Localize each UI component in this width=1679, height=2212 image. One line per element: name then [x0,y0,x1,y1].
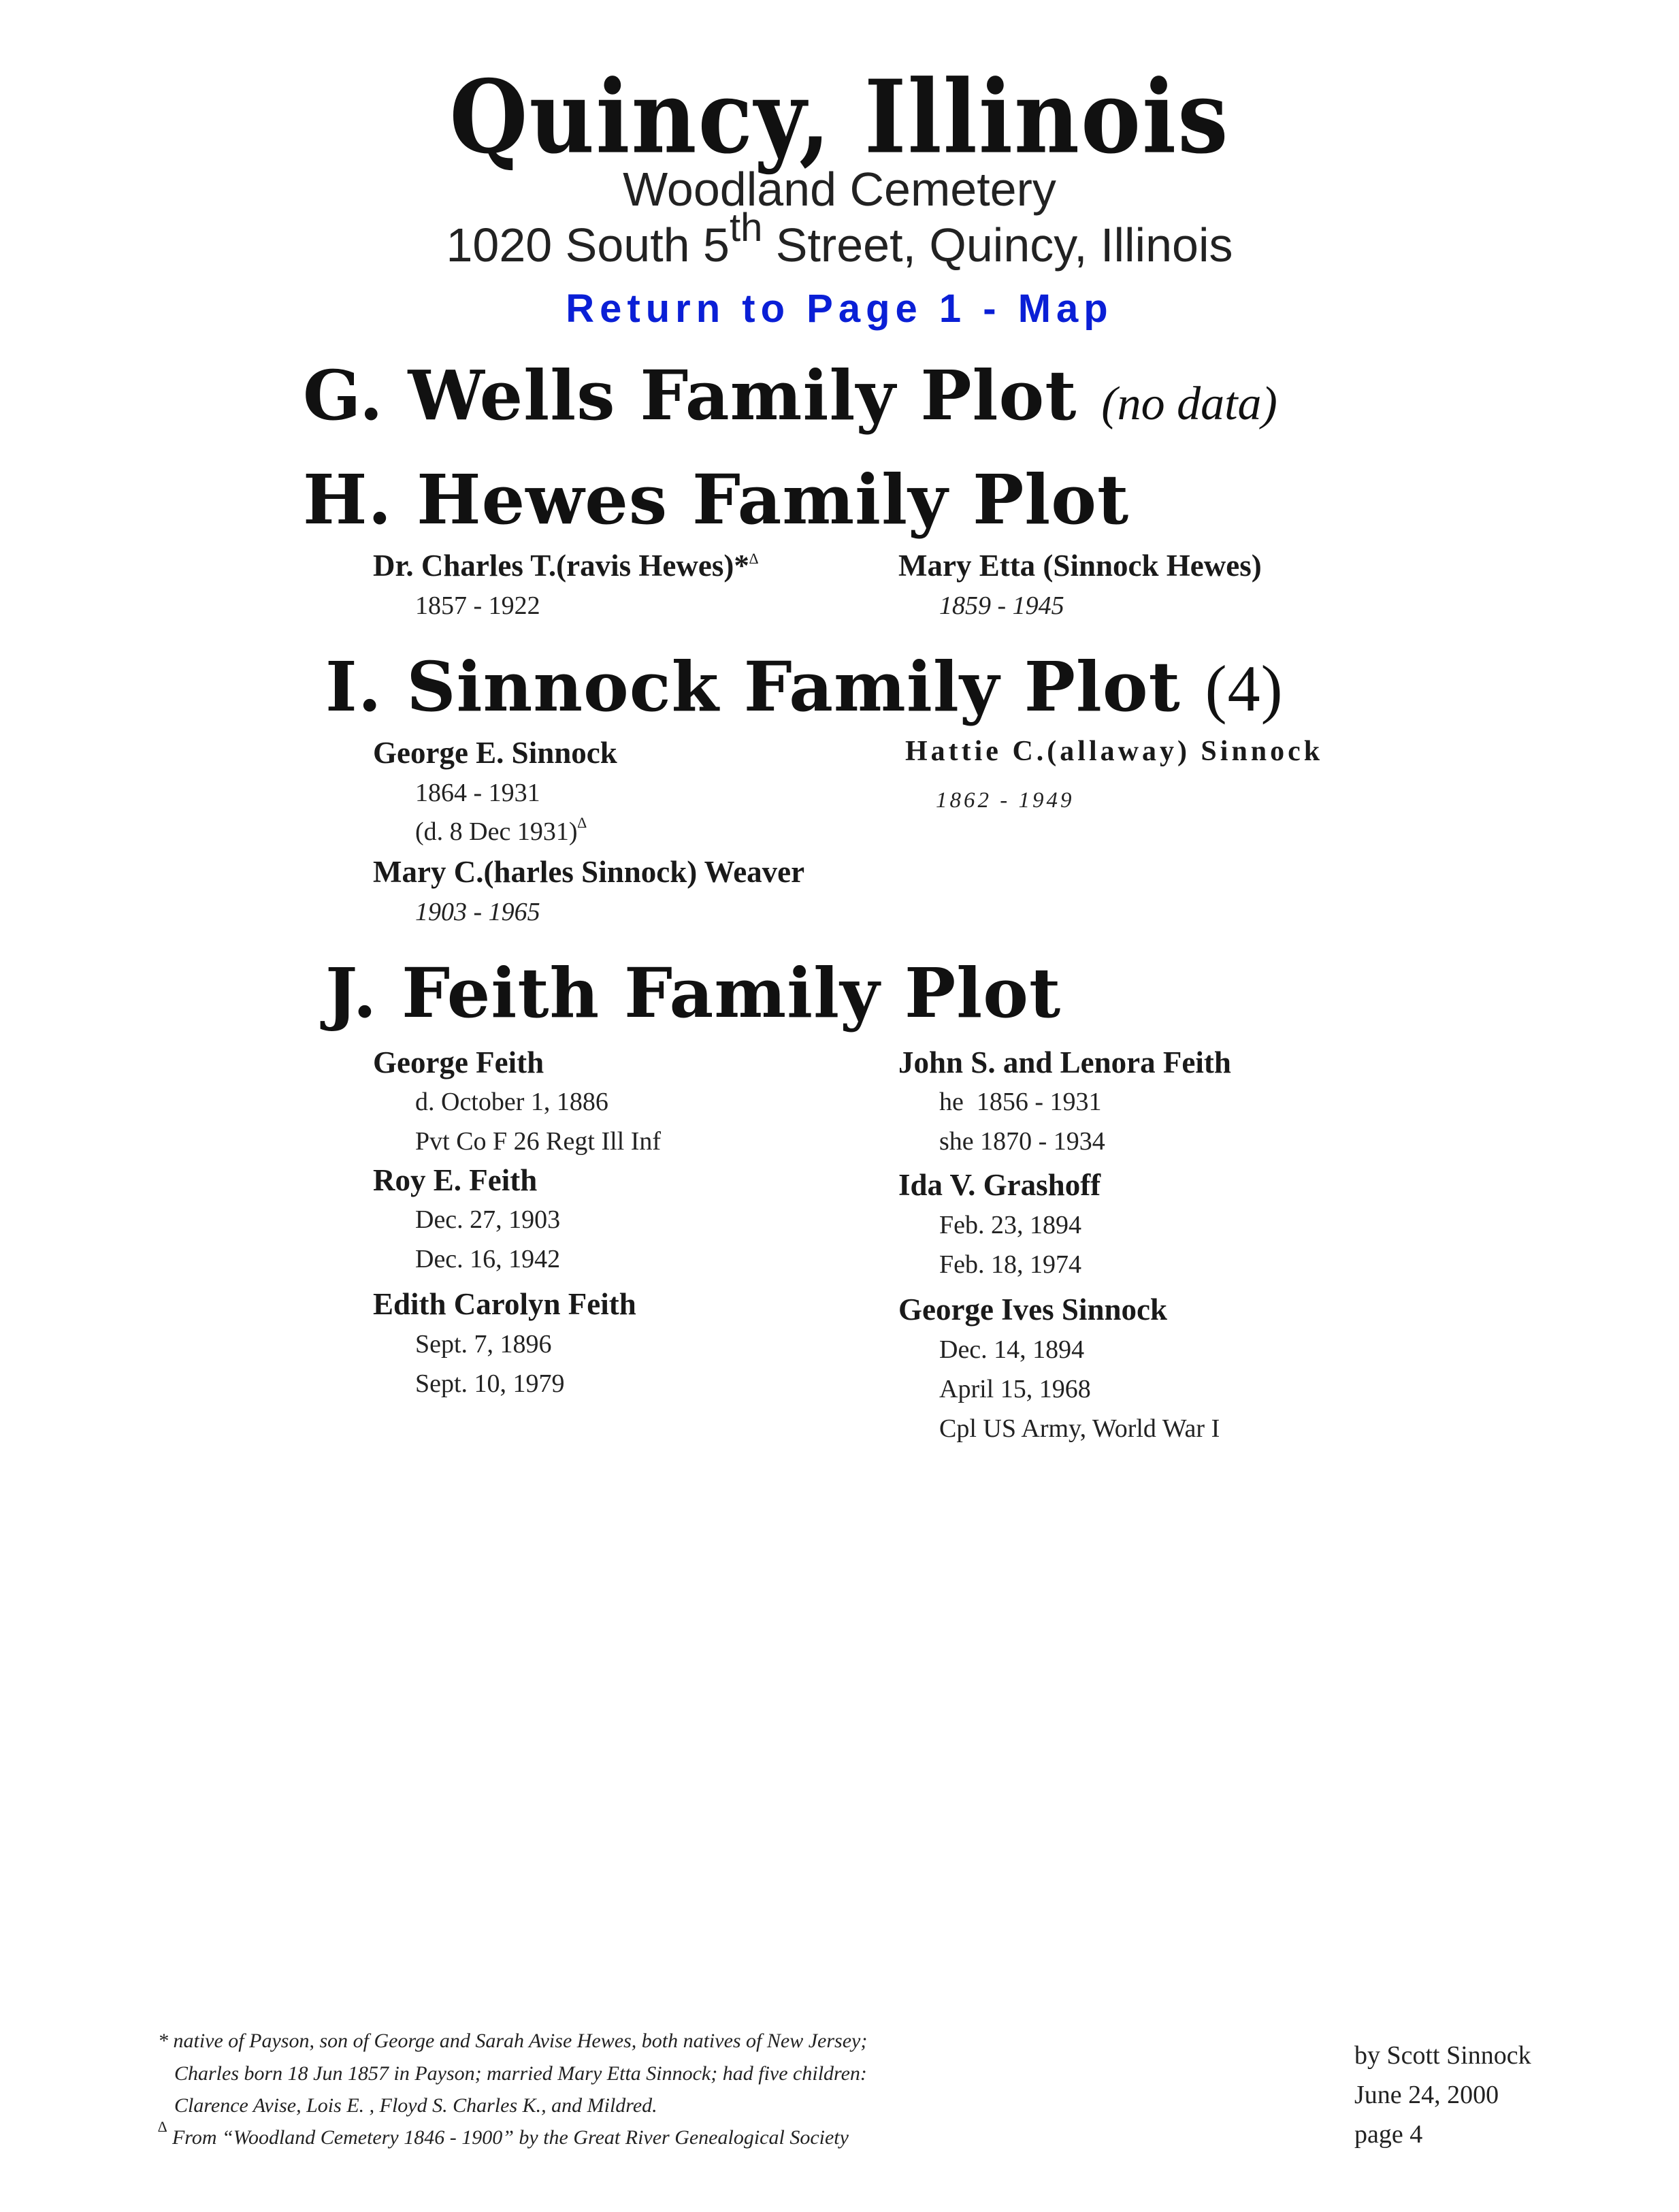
feith-roy-name: Roy E. Feith [373,1163,538,1197]
footnote-line-4 [158,2118,849,2149]
delta-mark: ∆ [158,2118,167,2135]
footnote-line-3: Clarence Avise, Lois E. , Floyd S. Charles K., and Mildred. [174,2094,657,2117]
grashoff-ida-death: Feb. 18, 1974 [939,1250,1081,1279]
hewes-mary-name: Mary Etta (Sinnock Hewes) [898,549,1262,583]
plot-i-count: (4) [1205,652,1284,725]
plot-i-title: I. Sinnock Family Plot [325,647,1181,727]
return-to-map-link[interactable]: Return to Page 1 - Map [566,287,1113,331]
footnote-line-1: * native of Payson, son of George and Sarah Avise Hewes, both natives of New Jersey; [158,2030,868,2052]
hewes-charles-name-text: Dr. Charles T.(ravis Hewes)* [373,549,749,583]
cemetery-name: Woodland Cemetery [623,163,1056,216]
address-end: Street, Quincy, Illinois [762,218,1233,272]
cemetery-address [0,206,1679,272]
feith-john-lenora-name: John S. and Lenora Feith [898,1045,1231,1079]
footnote-line-2: Charles born 18 Jun 1857 in Payson; married Mary Etta Sinnock; had five children: [174,2062,867,2085]
delta-mark: ∆ [749,550,759,567]
hewes-charles-dates: 1857 - 1922 [415,591,540,620]
plot-i-heading [325,647,1284,727]
grashoff-ida-name: Ida V. Grashoff [898,1168,1101,1202]
weaver-mary-name: Mary C.(harles Sinnock) Weaver [373,855,805,889]
delta-mark: ∆ [577,814,587,831]
plot-g-title: G. Wells Family Plot [303,355,1077,436]
plot-g-heading [303,355,1277,436]
page-title: Quincy, Illinois [449,58,1230,177]
sinnock-george-name: George E. Sinnock [373,736,617,770]
sinnock-george-ives-name: George Ives Sinnock [898,1292,1168,1327]
feith-george-name: George Feith [373,1045,544,1079]
sinnock-george-dates: 1864 - 1931 [415,779,540,807]
feith-edith-death: Sept. 10, 1979 [415,1369,565,1398]
grashoff-ida-birth: Feb. 23, 1894 [939,1211,1081,1239]
address-start: 1020 South 5 [446,218,730,272]
signature-date: June 24, 2000 [1354,2081,1499,2109]
sinnock-george-death [415,814,587,847]
plot-g-note: (no data) [1101,378,1277,430]
hewes-charles-name [373,548,758,583]
feith-edith-name: Edith Carolyn Feith [373,1287,636,1321]
sinnock-george-ives-birth: Dec. 14, 1894 [939,1335,1085,1364]
feith-john-dates: he 1856 - 1931 [939,1088,1102,1116]
plot-h-heading: H. Hewes Family Plot [303,459,1130,540]
hewes-mary-dates: 1859 - 1945 [939,591,1064,620]
sinnock-george-death-text: (d. 8 Dec 1931) [415,817,578,846]
feith-edith-birth: Sept. 7, 1896 [415,1330,552,1359]
feith-roy-birth: Dec. 27, 1903 [415,1205,561,1234]
feith-roy-death: Dec. 16, 1942 [415,1245,561,1273]
plot-j-heading: J. Feith Family Plot [325,953,1062,1033]
feith-lenora-dates: she 1870 - 1934 [939,1127,1105,1156]
footnote-line-4-text: From “Woodland Cemetery 1846 - 1900” by the Great River Genealogical Society [167,2126,849,2149]
address-superscript: th [729,206,763,250]
author-signature: by Scott Sinnock [1354,2041,1531,2070]
feith-george-death: d. October 1, 1886 [415,1088,608,1116]
page-number: page 4 [1354,2120,1423,2149]
weaver-mary-dates: 1903 - 1965 [415,898,540,926]
feith-george-military: Pvt Co F 26 Regt Ill Inf [415,1127,662,1156]
sinnock-george-ives-death: April 15, 1968 [939,1375,1091,1403]
sinnock-george-ives-military: Cpl US Army, World War I [939,1414,1220,1443]
sinnock-hattie-name: Hattie C.(allaway) Sinnock [905,736,1324,767]
sinnock-hattie-dates: 1862 - 1949 [936,788,1075,813]
